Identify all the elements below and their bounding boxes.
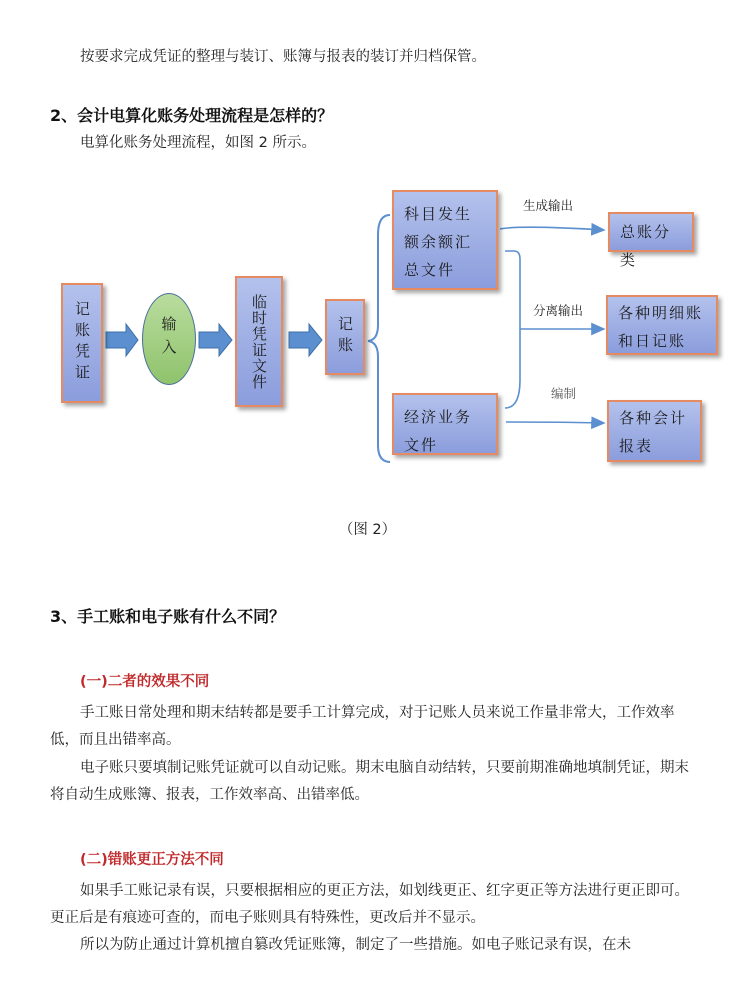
- subheading-effect: (一)二者的效果不同: [80, 674, 210, 690]
- subheading-correction: (二)错账更正方法不同: [80, 852, 224, 868]
- block-arrow-1: [106, 324, 138, 356]
- correction-paragraph-2: 所以为防止通过计算机擅自篡改凭证账簿，制定了一些措施。如电子账记录有误，在未: [80, 937, 631, 953]
- block-arrow-3: [289, 324, 322, 356]
- node-detail-ledger: 各种明细账和日记账: [606, 295, 718, 355]
- accounting-flow-diagram: [0, 175, 735, 495]
- label-separate-output: 分离输出: [533, 303, 584, 318]
- node-business-file: 经济业务文件: [392, 393, 498, 455]
- brace-left: [368, 215, 390, 462]
- node-temp-file: 临时凭证文件: [235, 276, 283, 407]
- section3-heading: 3、手工账和电子账有什么不同？: [50, 607, 286, 626]
- node-input: 输入: [142, 293, 196, 385]
- arrow-subject-ledger: [500, 227, 604, 230]
- node-subject-file: 科目发生额余额汇总文件: [392, 190, 498, 290]
- correction-paragraph-1: 如果手工账记录有误，只要根据相应的更正方法，如划线更正、红字更正等方法进行更正即可。更正后是有痕迹可查的，而电子账则具有特殊性，更改后并不显示。: [50, 883, 689, 926]
- effect-paragraph-2: 电子账只要填制记账凭证就可以自动记账。期末电脑自动结转，只要前期准确地填制凭证，期末将自动生成账簿、报表，工作效率高、出错率低。: [50, 760, 689, 803]
- block-arrow-2: [199, 324, 232, 356]
- intro-paragraph: 按要求完成凭证的整理与装订、账簿与报表的装订并归档保管。: [80, 49, 486, 65]
- section2-heading: 2、会计电算化账务处理流程是怎样的？: [50, 106, 334, 125]
- section2-text: 电算化账务处理流程，如图 2 所示。: [80, 135, 316, 151]
- bracket-subject-detail: [505, 251, 520, 408]
- label-generate-output: 生成输出: [523, 198, 574, 213]
- node-voucher: 记账凭证: [61, 283, 103, 403]
- figure-caption: （图 2）: [338, 522, 397, 538]
- node-posting: 记账: [325, 299, 365, 375]
- effect-paragraph-1: 手工账日常处理和期末结转都是要手工计算完成，对于记账人员来说工作量非常大，工作效率低，而且出错率高。: [50, 705, 675, 748]
- node-reports: 各种会计报表: [607, 400, 702, 462]
- node-general-ledger: 总账分类: [608, 212, 694, 252]
- label-compile: 编制: [551, 386, 577, 401]
- arrow-business-reports: [506, 422, 604, 423]
